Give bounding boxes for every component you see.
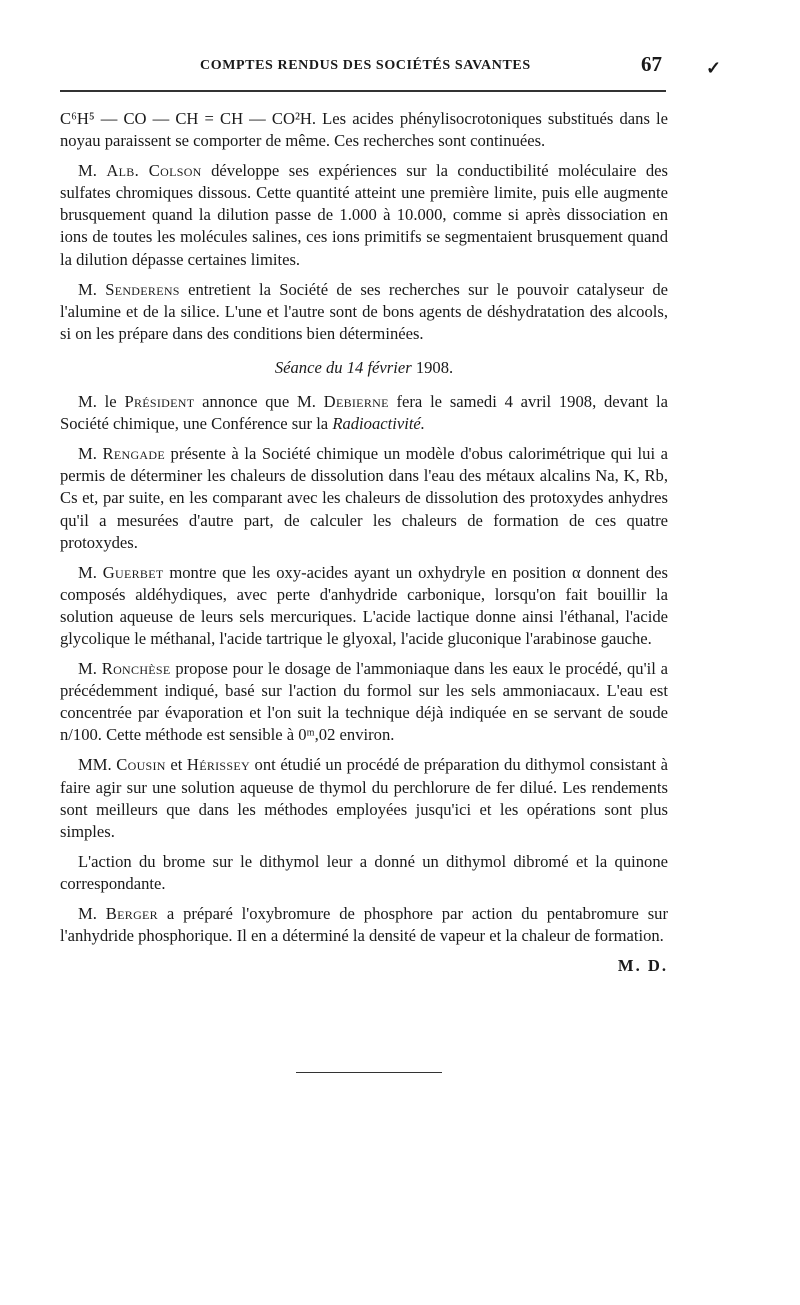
paragraph-formula <box>60 108 668 152</box>
body-text <box>60 108 668 985</box>
author-name: Ronchèse <box>101 659 171 679</box>
running-head <box>60 52 670 82</box>
paragraph-text: L'action du brome sur le dithymol leur a donné un dithymol dibromé et la quinone correspondante. <box>60 851 668 893</box>
paragraph-text: C⁶H⁵ — CO — CH = CH — CO²H. Les acides phénylisocrotoniques substitués dans le noyau paraissent se comporter de même. Ces recherches sont continuées. <box>60 109 668 151</box>
paragraph-text: ont étudié un procédé de préparation du dithymol consistant à faire agir sur une solution aqueuse de thymol du perchlorure de fer dilué. Les rendements sont meilleurs que dans les méthodes employées jusqu'ici et les opérations sont plus simples. <box>60 755 668 841</box>
paragraph-prefix: M. <box>78 562 103 582</box>
author-name: Hérissey <box>186 755 250 775</box>
page-number: 67 <box>641 52 662 76</box>
paragraph-text: présente à la Société chimique un modèle d'obus calorimétrique qui lui a permis de déterminer les chaleurs de dissolution dans l'eau des métaux alcalins Na, K, Rb, Cs et, par suite, en les comparant avec les chaleurs de dissolution des protoxydes anhydres qu'il a mesurées d'autre part, de calculer les chaleurs de formation de ces quatre protoxydes. <box>60 444 668 552</box>
paragraph-prefix: M. le <box>78 392 125 412</box>
paragraph-president <box>60 391 668 435</box>
paragraph-senderens <box>60 279 668 345</box>
paragraph-text: montre que les oxy-acides ayant un oxhydryle en position α donnent des composés aldéhydiques, avec perte d'anhydride carbonique, lorsqu'on fait bouillir la solution aqueuse de leurs sels mercuriques. L'acide lactique donne ainsi l'éthanal, l'acide glycolique le méthanal, l'acide tartrique le glyoxal, l'acide gluconique l'arabinose gauche. <box>60 562 668 648</box>
paragraph-cousin-herissey <box>60 754 668 842</box>
paragraph-text: développe ses expériences sur la conductibilité moléculaire des sulfates chromiques dissous. Cette quantité atteint une première limite, puis elle augmente brusquement quand la dilution passe de 1.000 à 10.000, comme si après dissociation en ions de toutes les molécules salines, ces ions primitifs se segmentaient brusquement quand la dilution dépasse certaines limites. <box>60 161 668 269</box>
paragraph-brome <box>60 851 668 895</box>
signature: M. D. <box>617 956 668 976</box>
session-heading <box>60 357 668 379</box>
paragraph-prefix: MM. <box>78 755 117 775</box>
author-name: Alb. Colson <box>106 161 202 181</box>
paragraph-colson <box>60 160 668 270</box>
closing-rule <box>296 1072 442 1073</box>
paragraph-text: entretient la Société de ses recherches sur le pouvoir catalyseur de l'alumine et de la silice. L'une et l'autre sont de bons agents de déshydratation des alcools, si on les prépare dans des conditions bien déterminées. <box>60 279 668 343</box>
author-name: Cousin <box>116 755 166 775</box>
author-name: Senderens <box>105 279 180 299</box>
margin-mark: ✓ <box>706 58 722 78</box>
paragraph-text: fera le samedi 4 avril 1908, devant la Société chimique, une Conférence sur la <box>60 392 668 434</box>
author-name: Président <box>124 392 195 412</box>
paragraph-text: et <box>165 755 187 775</box>
paragraph-text: a préparé l'oxybromure de phosphore par action du pentabromure sur l'anhydride phosphorique. Il en a déterminé la densité de vapeur et la chaleur de formation. <box>60 904 669 946</box>
paragraph-prefix: M. <box>78 659 102 679</box>
paragraph-prefix: M. <box>78 444 103 464</box>
paragraph-text: propose pour le dosage de l'ammoniaque dans les eaux le procédé, qu'il a précédemment indiqué, basé sur l'action du formol sur les sels ammoniacaux. L'eau est concentrée par évaporation et l'on suit la technique déjà indiquée en se servant de soude n/100. Cette méthode est sensible à 0ᵐ,02 environ. <box>60 659 668 745</box>
paragraph-prefix: M. <box>78 279 106 299</box>
session-label: Séance du 14 février <box>274 357 416 377</box>
author-name: Rengade <box>102 444 165 464</box>
paragraph-ronchese <box>60 658 668 746</box>
paragraph-prefix: M. <box>78 161 107 181</box>
paragraph-text: annonce que M. <box>194 392 324 412</box>
paragraph-guerbet <box>60 562 668 650</box>
paragraph-prefix: M. <box>78 904 106 923</box>
conference-title: Radioactivité. <box>332 414 425 434</box>
author-name: Debierne <box>323 392 389 412</box>
session-year: 1908. <box>415 357 454 377</box>
header-rule <box>60 90 666 92</box>
paragraph-berger <box>60 903 668 947</box>
paragraph-rengade <box>60 443 668 553</box>
author-name: Guerbet <box>102 562 164 582</box>
author-name: Berger <box>105 904 158 923</box>
running-title: COMPTES RENDUS DES SOCIÉTÉS SAVANTES <box>200 58 531 73</box>
